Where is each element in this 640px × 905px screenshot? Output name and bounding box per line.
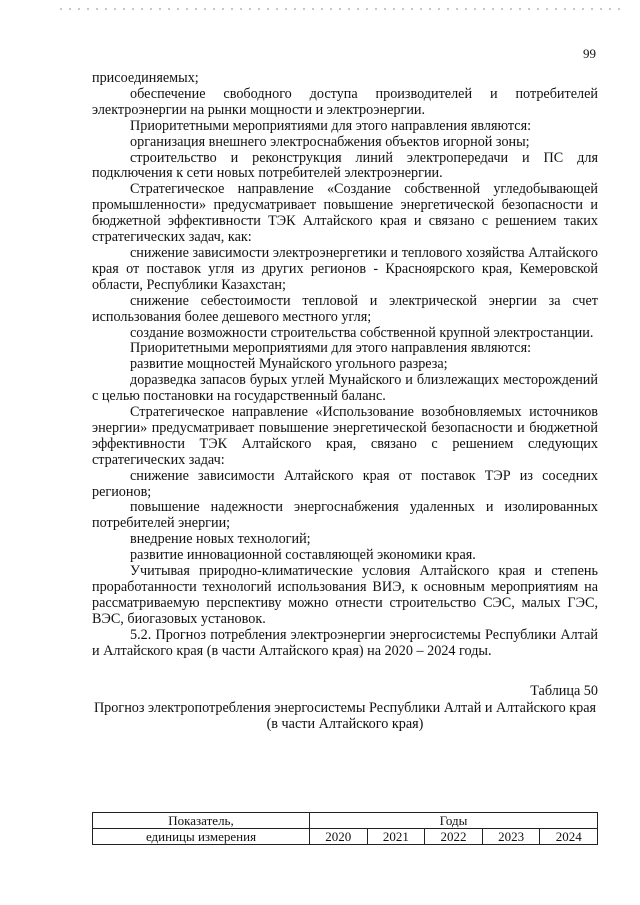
paragraph: внедрение новых технологий; xyxy=(130,531,311,548)
paragraph: создание возможности строительства собственной крупной электростанции. xyxy=(130,324,594,341)
paragraph: доразведка запасов бурых углей Мунайского и близлежащих месторождений с целью постановки на государственный баланс. xyxy=(92,372,598,405)
indicator-header-line2: единицы измерения xyxy=(93,829,310,845)
paragraph: 5.2. Прогноз потребления электроэнергии энергосистемы Республики Алтай и Алтайского края (в части Алтайского края) на 2020 – 2024 годы. xyxy=(92,626,598,659)
table-header-row-1 xyxy=(93,813,598,829)
years-header: Годы xyxy=(310,813,598,829)
paragraph: снижение себестоимости тепловой и электрической энергии за счет использования более дешевого местного угля; xyxy=(92,292,598,325)
paragraph: организация внешнего электроснабжения объектов игорной зоны; xyxy=(130,133,530,150)
paragraph: развитие инновационной составляющей экономики края. xyxy=(130,547,476,564)
table-caption: Таблица 50 xyxy=(530,682,598,699)
paragraph: Учитывая природно-климатические условия Алтайского края и степень проработанности технологий использования ВИЭ, к основным мероприятиям на рассматриваемую перспективу можно отнести строительство СЭС, малых ГЭС, ВЭС, биогазовых установок. xyxy=(92,563,598,627)
forecast-table xyxy=(92,812,598,845)
scan-artifact-line xyxy=(60,8,620,10)
table-title: Прогноз электропотребления энергосистемы Республики Алтай и Алтайского края (в части Алтайского края) xyxy=(93,700,597,733)
paragraph: Стратегическое направление «Создание собственной угледобывающей промышленности» предусматривает повышение энергетической безопасности и бюджетной эффективности ТЭК Алтайского края и связано с решением таких стратегических задач, как: xyxy=(92,181,598,246)
paragraph-list xyxy=(92,71,598,660)
indicator-header-line1: Показатель, xyxy=(93,813,310,829)
year-cell: 2022 xyxy=(425,829,483,845)
paragraph: Стратегическое направление «Использование возобновляемых источников энергии» предусматривает повышение энергетической безопасности и бюджетной эффективности ТЭК Алтайского края, связано с решением следующих стратегических задач: xyxy=(92,404,598,468)
paragraph: развитие мощностей Мунайского угольного разреза; xyxy=(130,356,448,373)
paragraph: снижение зависимости электроэнергетики и теплового хозяйства Алтайского края от поставок угля из других регионов - Красноярского края, Кемеровской области, Республики Казахстан; xyxy=(92,244,598,293)
paragraph: строительство и реконструкция линий электропередачи и ПС для подключения к сети новых потребителей электроэнергии. xyxy=(92,149,598,182)
paragraph: Приоритетными мероприятиями для этого направления являются: xyxy=(130,340,532,357)
paragraph: повышение надежности энергоснабжения удаленных и изолированных потребителей энергии; xyxy=(92,499,598,532)
paragraph: обеспечение свободного доступа производителей и потребителей электроэнергии на рынки мощности и электроэнергии. xyxy=(92,85,598,118)
year-cell: 2024 xyxy=(540,829,598,845)
table-header-row-2 xyxy=(93,829,598,845)
year-cell: 2021 xyxy=(367,829,425,845)
paragraph: присоединяемых; xyxy=(92,70,199,86)
year-cell: 2020 xyxy=(310,829,368,845)
paragraph: Приоритетными мероприятиями для этого направления являются: xyxy=(130,117,532,134)
paragraph: снижение зависимости Алтайского края от поставок ТЭР из соседних регионов; xyxy=(92,467,598,500)
page-number: 99 xyxy=(583,46,596,61)
document-body xyxy=(92,71,598,733)
year-cell: 2023 xyxy=(482,829,540,845)
